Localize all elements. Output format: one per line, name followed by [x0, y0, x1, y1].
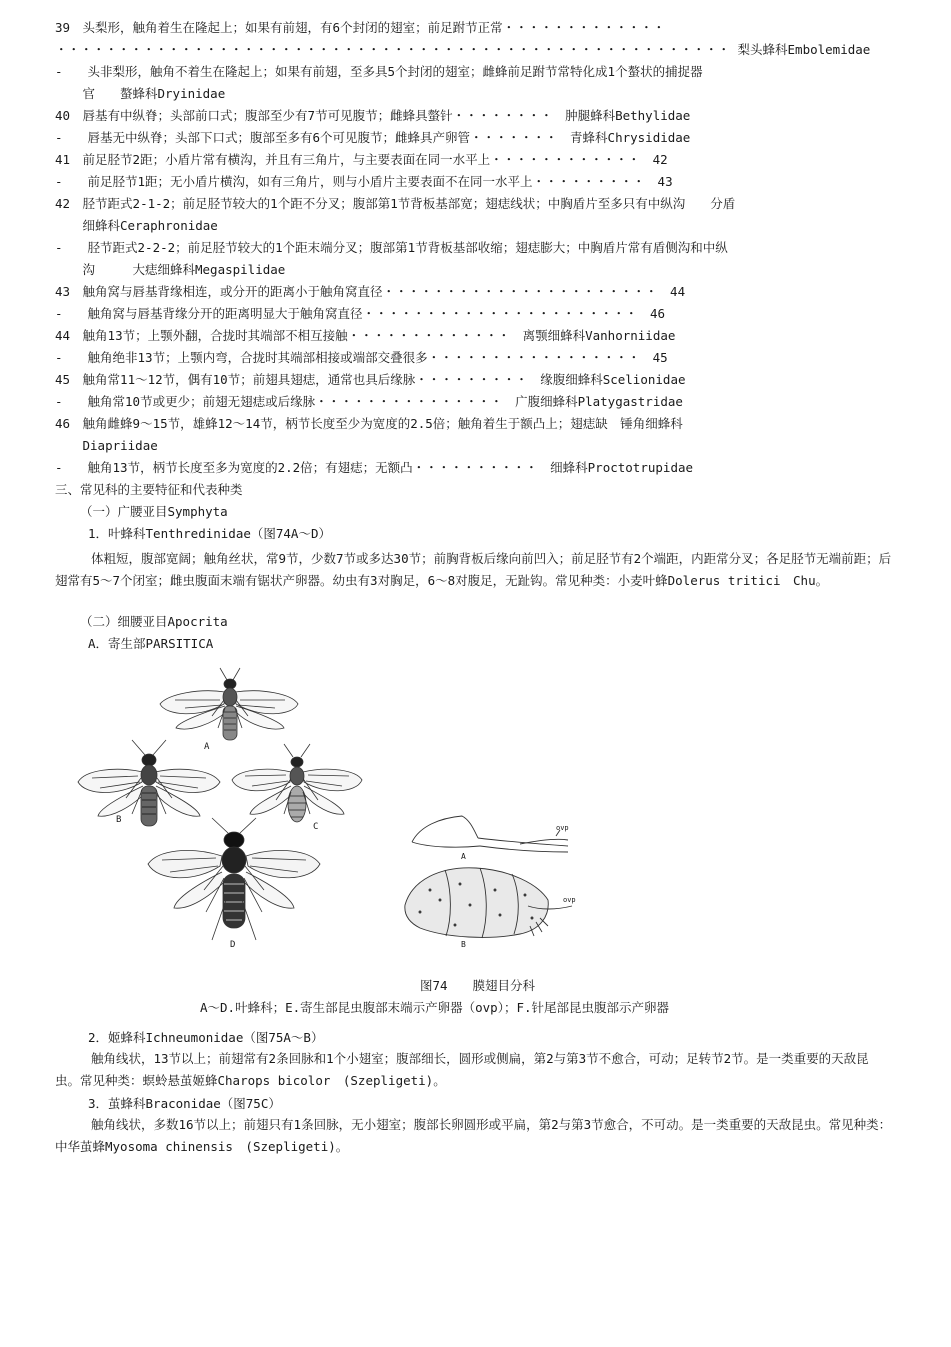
- key-line-39: 39 头梨形，触角着生在隆起上；如果有前翅，有6个封闭的翅室；前足跗节正常・・・・・・・・・・・・・: [55, 20, 666, 35]
- key-line-43b: - 触角窝与唇基背缘分开的距离明显大于触角窝直径・・・・・・・・・・・・・・・・・・・・・・ 46: [55, 306, 666, 321]
- sawfly-a-drawing: [160, 668, 298, 740]
- key-line-39b-cont: 官 螯蜂科Dryinidae: [70, 86, 226, 101]
- key-line-45b: - 触角常10节或更少；前翅无翅痣或后缘脉・・・・・・・・・・・・・・・ 广腹细蜂科Platygastridae: [55, 394, 683, 409]
- key-line-40: 40 唇基有中纵脊；头部前口式；腹部至少有7节可见腹节；雌蜂具螫针・・・・・・・・ 肿腿蜂科Bethylidae: [55, 108, 691, 123]
- family-heading-tenthredinidae: 1．叶蜂科Tenthredinidae（图74A～D）: [88, 526, 331, 541]
- ovipositor-letter-b: B: [461, 940, 466, 949]
- key-line-46b: - 触角13节，柄节长度至多为宽度的2.2倍；有翅痣；无额凸・・・・・・・・・・ 细蜂科Proctotrupidae: [55, 460, 694, 475]
- ovp-label-a: ovp: [556, 824, 569, 832]
- key-line-43: 43 触角窝与唇基背缘相连，或分开的距离小于触角窝直径・・・・・・・・・・・・・・・・・・・・・・ 44: [55, 284, 686, 299]
- family-body-tenthredinidae: 体粗短，腹部宽阔；触角丝状，常9节，少数7节或多达30节；前胸背板后缘向前凹入；前足胫节有2个端距，内距常分叉；各足胫节无端前距；后翅常有5～7个闭室；雌虫腹面末端有锯状产卵器。幼虫有3对胸足，6～8对腹足，无趾钩。常见种类：小麦叶蜂Dolerus tritici Chu。: [55, 551, 892, 588]
- figure-letter-b: B: [116, 815, 122, 825]
- ovipositor-letter-a: A: [461, 852, 466, 861]
- figure-letter-c: C: [313, 822, 319, 832]
- key-line-42-cont: 细蜂科Ceraphronidae: [70, 218, 218, 233]
- suborder-heading-symphyta: （一）广腰亚目Symphyta: [80, 504, 228, 519]
- key-line-44b: - 触角绝非13节；上颚内弯，合拢时其端部相接或端部交叠很多・・・・・・・・・・・・・・・・・ 45: [55, 350, 668, 365]
- figure-caption: 图74 膜翅目分科: [420, 978, 536, 993]
- family-body-braconidae: 触角线状，多数16节以上；前翅只有1条回脉，无小翅室；腹部长卵圆形或平扁，第2与第3节愈合，不可动。是一类重要的天敌昆虫。常见种类：中华茧蜂Myosoma chinensis (Szepligeti)。: [55, 1117, 892, 1154]
- figure-letter-a: A: [204, 742, 210, 752]
- figure-letter-d: D: [230, 940, 236, 950]
- section-heading: 三、常见科的主要特征和代表种类: [55, 482, 243, 497]
- sawfly-d-drawing: [148, 818, 320, 940]
- family-heading-braconidae: 3．茧蜂科Braconidae（图75C）: [88, 1096, 281, 1111]
- key-line-45: 45 触角常11～12节，偶有10节；前翅具翅痣，通常也具后缘脉・・・・・・・・・ 缘腹细蜂科Scelionidae: [55, 372, 686, 387]
- key-line-39b: - 头非梨形，触角不着生在隆起上；如果有前翅，至多具5个封闭的翅室；雌蜂前足跗节常特化成1个螯状的捕捉器: [55, 64, 703, 79]
- key-line-46: 46 触角雌蜂9～15节，雄蜂12～14节，柄节长度至少为宽度的2.5倍；触角着生于额凸上；翅痣缺 锤角细蜂科: [55, 416, 683, 431]
- key-line-44: 44 触角13节；上颚外翻，合拢时其端部不相互接触・・・・・・・・・・・・・ 离颚细蜂科Vanhorniidae: [55, 328, 676, 343]
- suborder-heading-apocrita: （二）细腰亚目Apocrita: [80, 614, 228, 629]
- figure-subcaption: A～D.叶蜂科；E.寄生部昆虫腹部末端示产卵器（ovp）；F.针尾部昆虫腹部示产卵器: [200, 1000, 670, 1015]
- sawfly-c-drawing: [232, 744, 362, 822]
- ovp-label-b: ovp: [563, 896, 576, 904]
- parasitica-heading: A．寄生部PARSITICA: [88, 636, 214, 651]
- key-line-39-cont: ・・・・・・・・・・・・・・・・・・・・・・・・・・・・・・・・・・・・・・・・・・・・・・・・・・・・・・ 梨头蜂科Embolemidae: [55, 42, 871, 57]
- sawfly-b-drawing: [78, 740, 220, 826]
- key-line-41b: - 前足胫节1距；无小盾片横沟，如有三角片，则与小盾片主要表面不在同一水平上・・・・・・・・・ 43: [55, 174, 673, 189]
- key-line-40b: - 唇基无中纵脊；头部下口式；腹部至多有6个可见腹节；雌蜂具产卵管・・・・・・・ 青蜂科Chrysididae: [55, 130, 691, 145]
- key-line-41: 41 前足胫节2距；小盾片常有横沟，并且有三角片，与主要表面在同一水平上・・・・・・・・・・・・ 42: [55, 152, 668, 167]
- ovipositor-b-drawing: [405, 868, 572, 938]
- ovipositor-a-drawing: [412, 816, 568, 852]
- key-line-42b: - 胫节距式2-2-2；前足胫节较大的1个距末端分叉；腹部第1节背板基部收缩；翅痣膨大；中胸盾片常有盾侧沟和中纵: [55, 240, 728, 255]
- family-heading-ichneumonidae: 2．姬蜂科Ichneumonidae（图75A～B）: [88, 1030, 324, 1045]
- family-body-ichneumonidae: 触角线状，13节以上；前翅常有2条回脉和1个小翅室；腹部细长，圆形或侧扁，第2与第3节不愈合，可动；足转节2节。是一类重要的天敌昆虫。常见种类：螟蛉悬茧姬蜂Charops bicolor (Szepligeti)。: [55, 1051, 869, 1088]
- key-line-42: 42 胫节距式2-1-2；前足胫节较大的1个距不分叉；腹部第1节背板基部宽；翅痣线状；中胸盾片至多只有中纵沟 分盾: [55, 196, 736, 211]
- key-line-46-cont: Diapriidae: [70, 438, 158, 453]
- key-line-42b-cont: 沟 大痣细蜂科Megaspilidae: [70, 262, 286, 277]
